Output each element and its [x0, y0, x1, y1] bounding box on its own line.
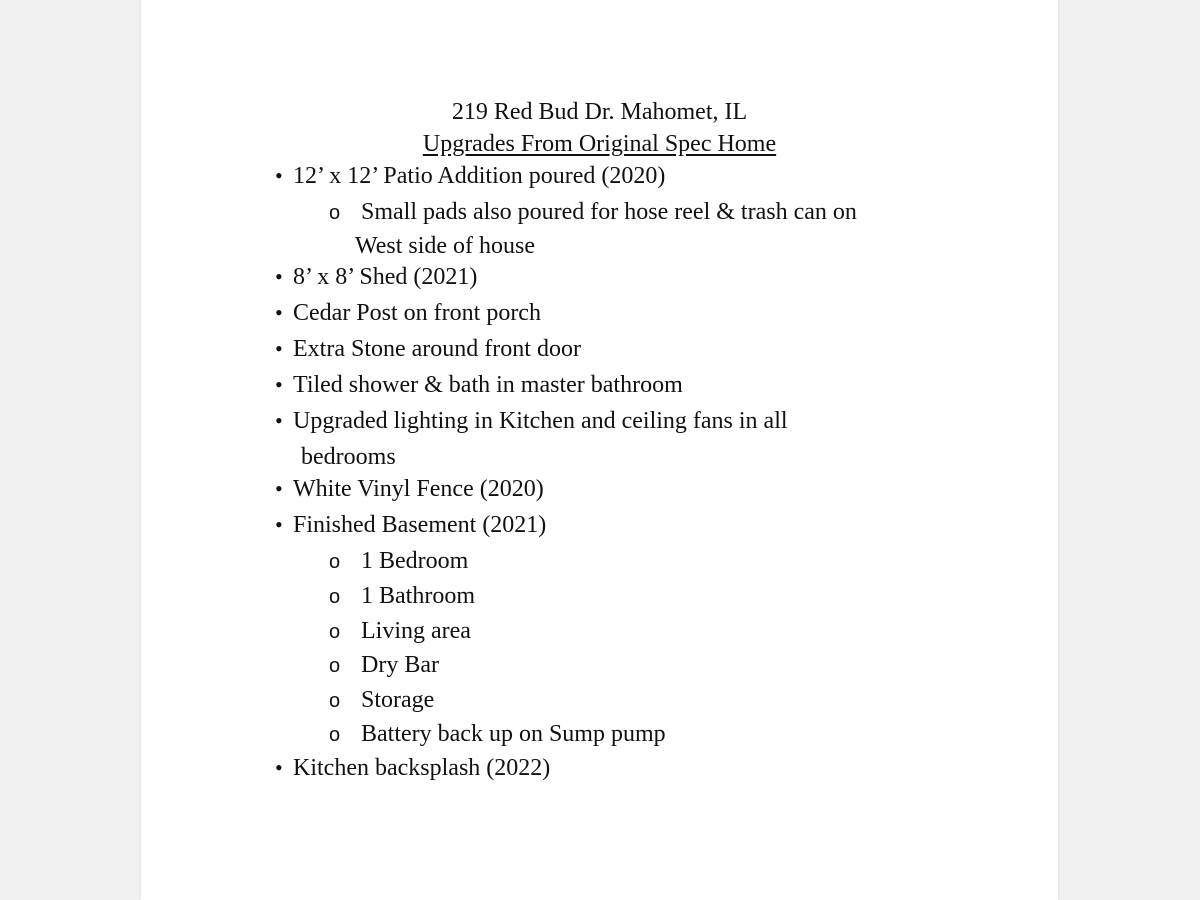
document-subtitle: Upgrades From Original Spec Home	[422, 131, 777, 157]
list-item	[275, 510, 546, 540]
list-item	[275, 370, 683, 400]
hollow-bullet-icon: o	[329, 690, 341, 712]
sub-list-item	[329, 197, 857, 228]
list-item-text: Finished Basement (2021)	[293, 512, 547, 538]
list-item-text: 12’ x 12’ Patio Addition poured (2020)	[293, 163, 666, 189]
sub-list-item-text: Small pads also poured for hose reel & trash can on	[361, 199, 857, 225]
hollow-bullet-icon: o	[329, 655, 341, 677]
list-item-text: Cedar Post on front porch	[293, 300, 541, 326]
sub-list-item-continuation: West side of house	[355, 233, 536, 259]
list-item-text: White Vinyl Fence (2020)	[293, 476, 544, 502]
sub-list-item	[329, 650, 439, 681]
sub-list-item	[329, 616, 471, 647]
bullet-icon: •	[275, 755, 283, 780]
list-item	[275, 753, 550, 783]
list-item	[275, 262, 477, 292]
list-item-text: Kitchen backsplash (2022)	[293, 755, 551, 781]
hollow-bullet-icon: o	[329, 724, 341, 746]
bullet-icon: •	[275, 512, 283, 537]
bullet-icon: •	[275, 336, 283, 361]
bullet-icon: •	[275, 163, 283, 188]
sub-list-item-text: Living area	[361, 618, 471, 644]
sub-list-item	[329, 581, 475, 612]
bullet-icon: •	[275, 476, 283, 501]
hollow-bullet-icon: o	[329, 202, 341, 224]
list-item-text: 8’ x 8’ Shed (2021)	[293, 264, 478, 290]
list-item-text: Extra Stone around front door	[293, 336, 581, 362]
bullet-icon: •	[275, 408, 283, 433]
list-item-text: Upgraded lighting in Kitchen and ceiling fans in all	[293, 408, 788, 434]
sub-list-item	[329, 685, 434, 716]
bullet-icon: •	[275, 372, 283, 397]
list-item	[275, 298, 541, 328]
sub-list-item-text: 1 Bathroom	[361, 583, 475, 609]
list-item	[275, 334, 581, 364]
sub-list-item-text: Dry Bar	[361, 652, 439, 678]
sub-list-item-text: 1 Bedroom	[361, 548, 469, 574]
list-item-text: Tiled shower & bath in master bathroom	[293, 372, 683, 398]
sub-list-item-text: Battery back up on Sump pump	[361, 721, 666, 747]
list-item	[275, 406, 788, 436]
sub-list-item	[329, 546, 468, 577]
list-item	[275, 474, 544, 504]
sub-list-item-text: Storage	[361, 687, 435, 713]
hollow-bullet-icon: o	[329, 551, 341, 573]
hollow-bullet-icon: o	[329, 621, 341, 643]
sub-list-item	[329, 719, 666, 750]
bullet-icon: •	[275, 300, 283, 325]
hollow-bullet-icon: o	[329, 586, 341, 608]
list-item	[275, 161, 665, 191]
document-page	[141, 0, 1058, 900]
document-title: 219 Red Bud Dr. Mahomet, IL	[451, 99, 748, 125]
bullet-icon: •	[275, 264, 283, 289]
list-item-continuation: bedrooms	[301, 444, 396, 470]
